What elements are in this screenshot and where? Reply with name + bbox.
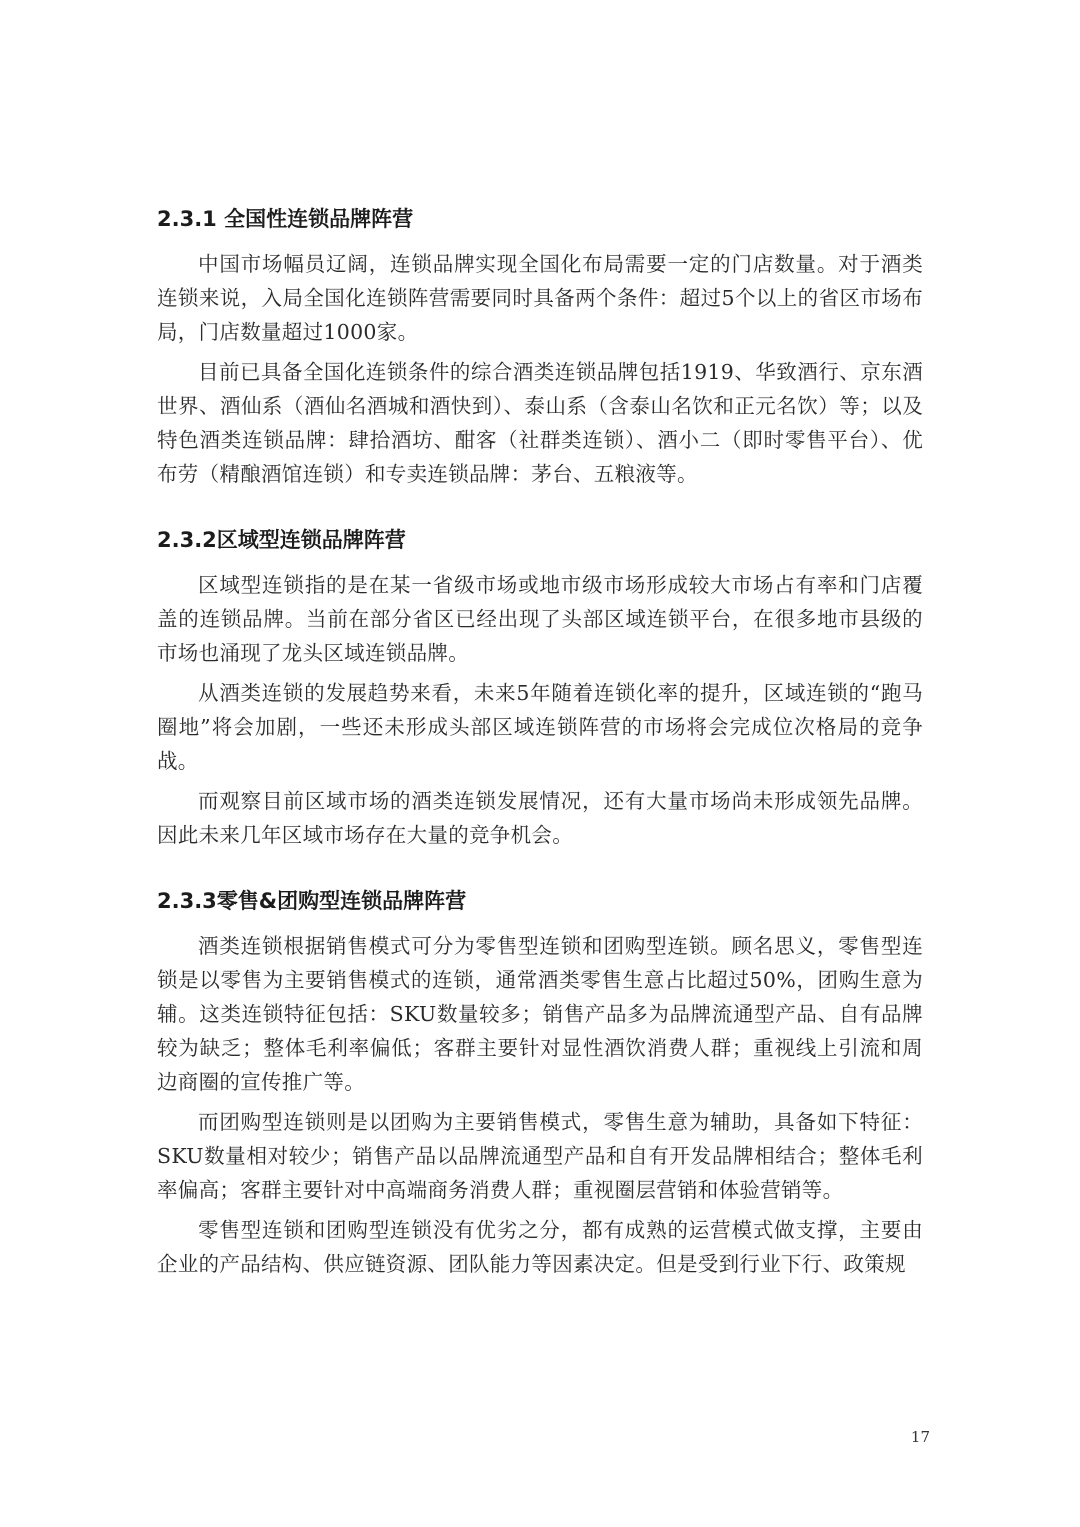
paragraph: 零售型连锁和团购型连锁没有优劣之分，都有成熟的运营模式做支撑，主要由企业的产品结构、供应链资源、团队能力等因素决定。但是受到行业下行、政策规 [157,1218,923,1276]
paragraph: 酒类连锁根据销售模式可分为零售型连锁和团购型连锁。顾名思义，零售型连锁是以零售为主要销售模式的连锁，通常酒类零售生意占比超过50%，团购生意为辅。这类连锁特征包括：SKU数量较多；销售产品多为品牌流通型产品、自有品牌较为缺乏；整体毛利率偏低；客群主要针对显性酒饮消费人群；重视线上引流和周边商圈的宣传推广等。 [157,934,923,1094]
paragraph: 从酒类连锁的发展趋势来看，未来5年随着连锁化率的提升，区域连锁的“跑马圈地”将会加剧，一些还未形成头部区域连锁阵营的市场将会完成位次格局的竞争战。 [157,681,923,773]
paragraph: 目前已具备全国化连锁条件的综合酒类连锁品牌包括1919、华致酒行、京东酒世界、酒仙系（酒仙名酒城和酒快到）、泰山系（含泰山名饮和正元名饮）等；以及特色酒类连锁品牌：肆拾酒坊、酣客（社群类连锁）、酒小二（即时零售平台）、优布劳（精酿酒馆连锁）和专卖连锁品牌：茅台、五粮液等。 [157,360,923,486]
paragraph: 中国市场幅员辽阔，连锁品牌实现全国化布局需要一定的门店数量。对于酒类连锁来说，入局全国化连锁阵营需要同时具备两个条件：超过5个以上的省区市场布局，门店数量超过1000家。 [157,252,923,344]
section-heading: 2.3.2区域型连锁品牌阵营 [157,528,406,552]
section-heading: 2.3.1 全国性连锁品牌阵营 [157,207,414,231]
section-heading: 2.3.3零售&团购型连锁品牌阵营 [157,889,467,913]
paragraph: 而观察目前区域市场的酒类连锁发展情况，还有大量市场尚未形成领先品牌。因此未来几年区域市场存在大量的竞争机会。 [157,789,923,847]
paragraph: 而团购型连锁则是以团购为主要销售模式，零售生意为辅助，具备如下特征：SKU数量相对较少；销售产品以品牌流通型产品和自有开发品牌相结合；整体毛利率偏高；客群主要针对中高端商务消费人群；重视圈层营销和体验营销等。 [157,1110,923,1202]
section-retail-group-chains [157,886,923,1281]
section-national-chains [157,204,923,491]
page-number: 17 [910,1428,930,1446]
section-regional-chains [157,525,923,852]
paragraph: 区域型连锁指的是在某一省级市场或地市级市场形成较大市场占有率和门店覆盖的连锁品牌。当前在部分省区已经出现了头部区域连锁平台，在很多地市县级的市场也涌现了龙头区域连锁品牌。 [157,573,923,665]
page-body [157,204,923,1315]
